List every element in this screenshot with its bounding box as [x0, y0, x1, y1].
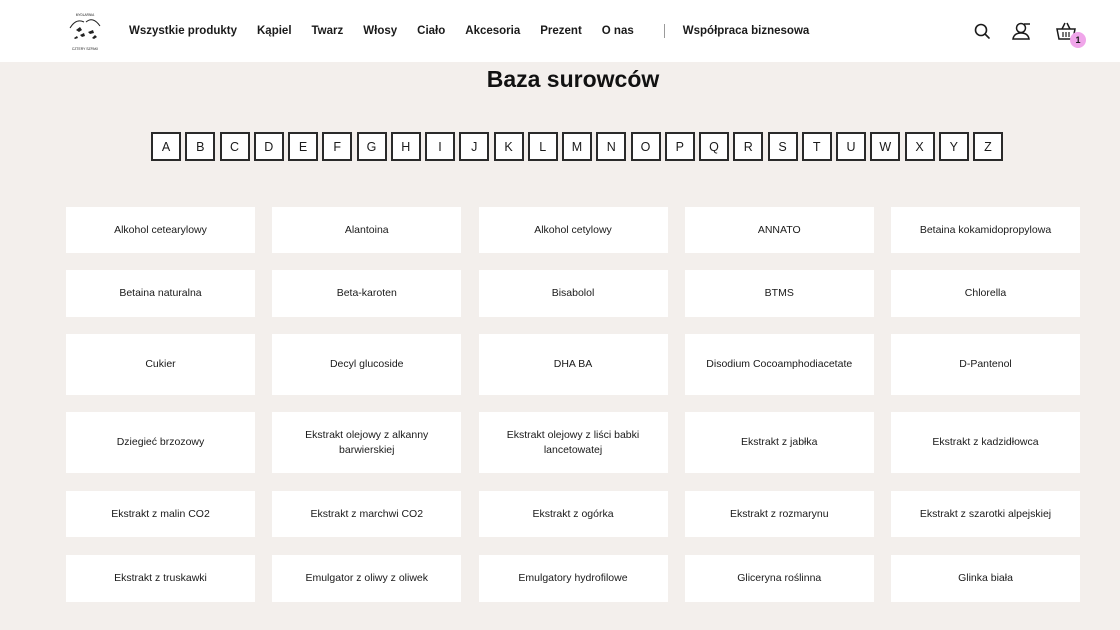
alphabet-filter	[151, 132, 1007, 161]
nav-item-all-products[interactable]: Wszystkie produkty	[129, 25, 237, 37]
nav-item-business[interactable]: Współpraca biznesowa	[682, 25, 810, 37]
cart-count-badge: 1	[1070, 32, 1086, 48]
ingredient-card[interactable]: BTMS	[685, 270, 874, 317]
ingredient-card[interactable]: Alantoina	[272, 207, 461, 253]
letter-filter-c[interactable]: C	[220, 132, 250, 161]
ingredient-card[interactable]: Ekstrakt z rozmarynu	[685, 491, 874, 537]
letter-filter-d[interactable]: D	[254, 132, 284, 161]
nav-divider	[664, 24, 665, 38]
letter-filter-g[interactable]: G	[357, 132, 387, 161]
letter-filter-w[interactable]: W	[870, 132, 900, 161]
search-icon	[970, 19, 994, 43]
ingredient-card[interactable]: Alkohol cetylowy	[479, 207, 668, 253]
ingredient-card[interactable]: Ekstrakt z truskawki	[66, 555, 255, 602]
ingredient-card[interactable]: Bisabolol	[479, 270, 668, 317]
ingredient-card[interactable]: Chlorella	[891, 270, 1080, 317]
letter-filter-t[interactable]: T	[802, 132, 832, 161]
site-header	[0, 0, 1120, 62]
search-button[interactable]	[970, 19, 994, 43]
brand-logo[interactable]	[62, 8, 108, 54]
letter-filter-l[interactable]: L	[528, 132, 558, 161]
letter-filter-i[interactable]: I	[425, 132, 455, 161]
brand-logo-birds-icon	[62, 8, 108, 54]
ingredient-card[interactable]: ANNATO	[685, 207, 874, 253]
letter-filter-f[interactable]: F	[322, 132, 352, 161]
ingredient-card[interactable]: DHA BA	[479, 334, 668, 395]
nav-item-face[interactable]: Twarz	[311, 25, 344, 37]
ingredient-card[interactable]: Ekstrakt z ogórka	[479, 491, 668, 537]
ingredient-card[interactable]: Ekstrakt z malin CO2	[66, 491, 255, 537]
ingredient-card[interactable]: Betaina kokamidopropylowa	[891, 207, 1080, 253]
letter-filter-z[interactable]: Z	[973, 132, 1003, 161]
ingredient-card[interactable]: Ekstrakt z kadzidłowca	[891, 412, 1080, 473]
letter-filter-n[interactable]: N	[596, 132, 626, 161]
nav-item-body[interactable]: Ciało	[417, 25, 446, 37]
letter-filter-h[interactable]: H	[391, 132, 421, 161]
letter-filter-b[interactable]: B	[185, 132, 215, 161]
letter-filter-o[interactable]: O	[631, 132, 661, 161]
ingredient-card[interactable]: Emulgator z oliwy z oliwek	[272, 555, 461, 602]
ingredient-card[interactable]: Cukier	[66, 334, 255, 395]
ingredient-card[interactable]: Glinka biała	[891, 555, 1080, 602]
nav-item-bath[interactable]: Kąpiel	[257, 25, 292, 37]
ingredient-card[interactable]: Ekstrakt z szarotki alpejskiej	[891, 491, 1080, 537]
ingredient-card[interactable]: D-Pantenol	[891, 334, 1080, 395]
main-navigation	[129, 0, 829, 62]
ingredient-card[interactable]: Alkohol cetearylowy	[66, 207, 255, 253]
letter-filter-s[interactable]: S	[768, 132, 798, 161]
ingredient-card[interactable]: Ekstrakt olejowy z liści babki lancetowatej	[479, 412, 668, 473]
nav-item-hair[interactable]: Włosy	[363, 25, 398, 37]
logo-text-bottom: CZTERY SZPAKI	[71, 47, 99, 51]
ingredient-grid	[66, 207, 1080, 602]
letter-filter-k[interactable]: K	[494, 132, 524, 161]
letter-filter-x[interactable]: X	[905, 132, 935, 161]
ingredient-card[interactable]: Ekstrakt z marchwi CO2	[272, 491, 461, 537]
letter-filter-p[interactable]: P	[665, 132, 695, 161]
ingredient-card[interactable]: Beta-karoten	[272, 270, 461, 317]
ingredient-card[interactable]: Decyl glucoside	[272, 334, 461, 395]
nav-item-about[interactable]: O nas	[601, 25, 634, 37]
letter-filter-a[interactable]: A	[151, 132, 181, 161]
ingredient-card[interactable]: Dziegieć brzozowy	[66, 412, 255, 473]
letter-filter-u[interactable]: U	[836, 132, 866, 161]
user-icon	[1009, 19, 1033, 43]
letter-filter-r[interactable]: R	[733, 132, 763, 161]
ingredient-card[interactable]: Ekstrakt olejowy z alkanny barwierskiej	[272, 412, 461, 473]
letter-filter-e[interactable]: E	[288, 132, 318, 161]
page-title: Baza surowców	[486, 66, 660, 92]
letter-filter-q[interactable]: Q	[699, 132, 729, 161]
letter-filter-y[interactable]: Y	[939, 132, 969, 161]
ingredient-card[interactable]: Ekstrakt z jabłka	[685, 412, 874, 473]
nav-item-accessories[interactable]: Akcesoria	[465, 25, 521, 37]
ingredient-card[interactable]: Gliceryna roślinna	[685, 555, 874, 602]
account-button[interactable]	[1009, 19, 1033, 43]
nav-item-gift[interactable]: Prezent	[540, 25, 582, 37]
ingredient-card[interactable]: Emulgatory hydrofilowe	[479, 555, 668, 602]
letter-filter-j[interactable]: J	[459, 132, 489, 161]
logo-text-top: MYDLARNIA	[75, 13, 95, 17]
letter-filter-m[interactable]: M	[562, 132, 592, 161]
ingredient-card[interactable]: Betaina naturalna	[66, 270, 255, 317]
ingredient-card[interactable]: Disodium Cocoamphodiacetate	[685, 334, 874, 395]
